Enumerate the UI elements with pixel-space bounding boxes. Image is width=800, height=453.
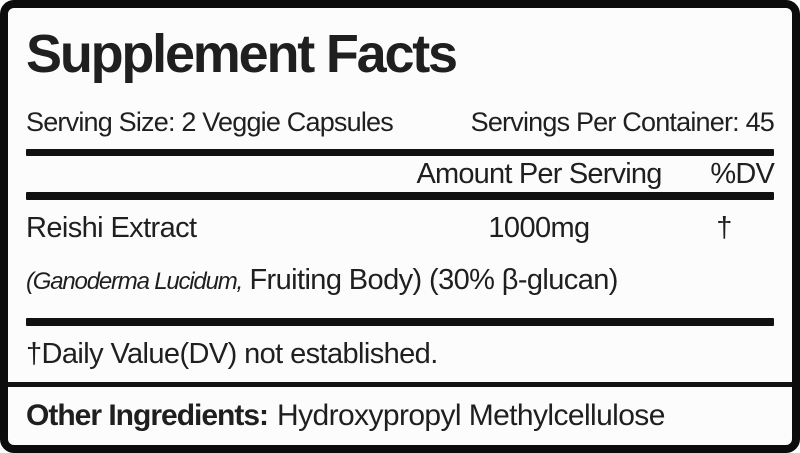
amount-per-serving-header: Amount Per Serving xyxy=(416,157,662,190)
panel-title: Supplement Facts xyxy=(26,24,456,84)
column-header-row xyxy=(8,156,792,192)
other-ingredients-value: Hydroxypropyl Methylcellulose xyxy=(277,399,665,432)
separator-bar-header xyxy=(26,192,774,200)
ingredient-amount: 1000mg xyxy=(488,211,590,244)
separator-bar-body xyxy=(26,318,774,326)
other-ingredients-row xyxy=(8,387,792,445)
ingredient-name: Reishi Extract xyxy=(26,211,197,244)
ingredient-detail-rest: Fruiting Body) (30% β-glucan) xyxy=(241,263,618,296)
percent-dv-header: %DV xyxy=(710,157,774,190)
footnote-row xyxy=(8,326,792,382)
ingredient-latin-name: (Ganoderma Lucidum, xyxy=(26,267,242,295)
serving-size-text: Serving Size: 2 Veggie Capsules xyxy=(26,107,393,137)
separator-bar-top xyxy=(26,149,774,156)
ingredient-detail-text xyxy=(26,264,618,297)
dv-symbol-dagger: † xyxy=(716,211,732,244)
daily-value-footnote: †Daily Value(DV) not established. xyxy=(26,337,438,370)
servings-per-container-text: Servings Per Container: 45 xyxy=(470,107,774,137)
table-row xyxy=(8,200,792,256)
serving-info-row xyxy=(8,96,792,149)
ingredient-detail-line xyxy=(8,256,792,318)
other-ingredients-label: Other Ingredients: xyxy=(26,399,269,432)
